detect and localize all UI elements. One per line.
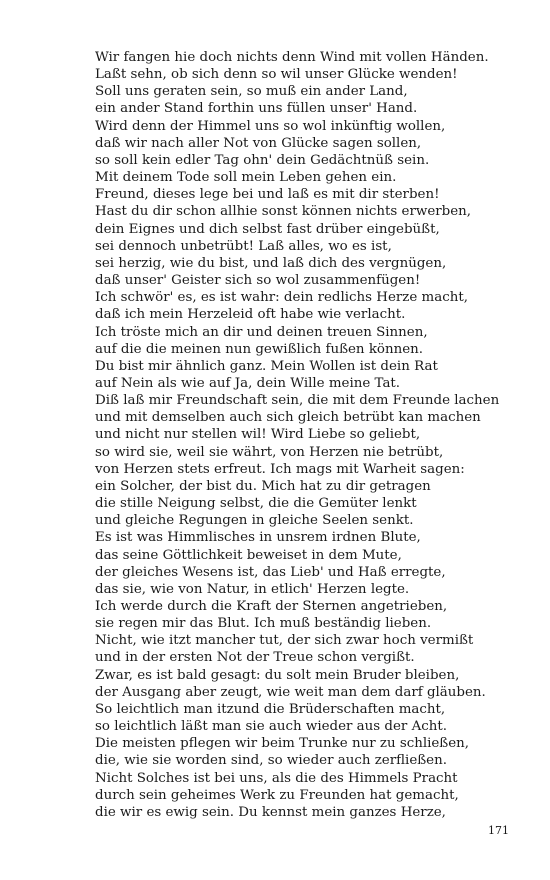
poem-line: das sie, wie von Natur, in etlich' Herzen legte.: [95, 581, 410, 597]
poem-line: Soll uns geraten sein, so muß ein ander Land,: [95, 84, 408, 100]
poem-line: Die meisten pflegen wir beim Trunke nur zu schließen,: [95, 736, 470, 752]
poem-line: Wird denn der Himmel uns so wol inkünftig wollen,: [95, 118, 446, 134]
poem-line: Es ist was Himmlisches in unsrem irdnen Blute,: [95, 530, 421, 546]
poem-line: Zwar, es ist bald gesagt: du solt mein Bruder bleiben,: [95, 667, 460, 683]
poem-line: Freund, dieses lege bei und laß es mit dir sterben!: [95, 187, 440, 203]
poem-line: Wir fangen hie doch nichts denn Wind mit vollen Händen.: [95, 50, 489, 65]
poem-line: So leichtlich man itzund die Brüderschaften macht,: [95, 701, 446, 717]
poem-line: Ich tröste mich an dir und deinen treuen Sinnen,: [95, 324, 428, 340]
poem-text: [95, 49, 515, 821]
poem-line: so leichtlich läßt man sie auch wieder aus der Acht.: [95, 719, 448, 735]
poem-line: ein ander Stand forthin uns füllen unser' Hand.: [95, 101, 418, 117]
poem-line: ein Solcher, der bist du. Mich hat zu dir getragen: [95, 478, 431, 494]
poem-line: die stille Neigung selbst, die die Gemüter lenkt: [95, 496, 417, 512]
poem-line: von Herzen stets erfreut. Ich mags mit Warheit sagen:: [95, 461, 465, 477]
poem-line: auf die die meinen nun gewißlich fußen können.: [95, 341, 424, 357]
poem-line: und nicht nur stellen wil! Wird Liebe so geliebt,: [95, 427, 421, 443]
poem-line: der Ausgang aber zeugt, wie weit man dem darf gläuben.: [95, 684, 486, 700]
poem-line: Ich schwör' es, es ist wahr: dein redlichs Herze macht,: [95, 290, 468, 306]
poem-line: und in der ersten Not der Treue schon vergißt.: [95, 650, 415, 666]
poem-line: durch sein geheimes Werk zu Freunden hat gemacht,: [95, 787, 459, 803]
poem-line: sie regen mir das Blut. Ich muß beständig lieben.: [95, 616, 432, 632]
page-number: 171: [488, 824, 509, 837]
poem-line: Hast du dir schon allhie sonst können nichts erwerben,: [95, 204, 472, 220]
poem-line: sei dennoch unbetrübt! Laß alles, wo es ist,: [95, 238, 392, 254]
poem-line: Du bist mir ähnlich ganz. Mein Wollen ist dein Rat: [95, 358, 438, 374]
poem-line: auf Nein als wie auf Ja, dein Wille meine Tat.: [95, 375, 401, 391]
poem-line: Nicht, wie itzt mancher tut, der sich zwar hoch vermißt: [95, 633, 474, 649]
poem-line: Ich werde durch die Kraft der Sternen angetrieben,: [95, 599, 448, 614]
poem-line: daß unser' Geister sich so wol zusammenfügen!: [95, 273, 421, 289]
poem-line: und gleiche Regungen in gleiche Seelen senkt.: [95, 513, 414, 529]
poem-line: das seine Göttlichkeit beweiset in dem Mute,: [95, 547, 402, 563]
poem-line: und mit demselben auch sich gleich betrübt kan machen: [95, 410, 481, 426]
poem-line: Nicht Solches ist bei uns, als die des Himmels Pracht: [95, 770, 458, 786]
poem-line: so soll kein edler Tag ohn' dein Gedächtnüß sein.: [95, 152, 430, 168]
poem-line: Laßt sehn, ob sich denn so wil unser Glücke wenden!: [95, 67, 458, 83]
poem-line: Diß laß mir Freundschaft sein, die mit dem Freunde lachen: [95, 393, 500, 409]
poem-line: die wir es ewig sein. Du kennst mein ganzes Herze,: [95, 804, 446, 820]
poem-line: dein Eignes und dich selbst fast drüber eingebüßt,: [95, 221, 440, 237]
poem-line: so wird sie, weil sie währt, von Herzen nie betrübt,: [95, 444, 444, 460]
poem-line: daß wir nach aller Not von Glücke sagen sollen,: [95, 135, 422, 151]
poem-line: daß ich mein Herzeleid oft habe wie verlacht.: [95, 307, 406, 323]
poem-line: die, wie sie worden sind, so wieder auch zerfließen.: [95, 753, 447, 769]
poem-line: Mit deinem Tode soll mein Leben gehen ein.: [95, 170, 397, 186]
poem-line: sei herzig, wie du bist, und laß dich des vergnügen,: [95, 255, 447, 271]
poem-line: der gleiches Wesens ist, das Lieb' und Haß erregte,: [95, 564, 446, 580]
